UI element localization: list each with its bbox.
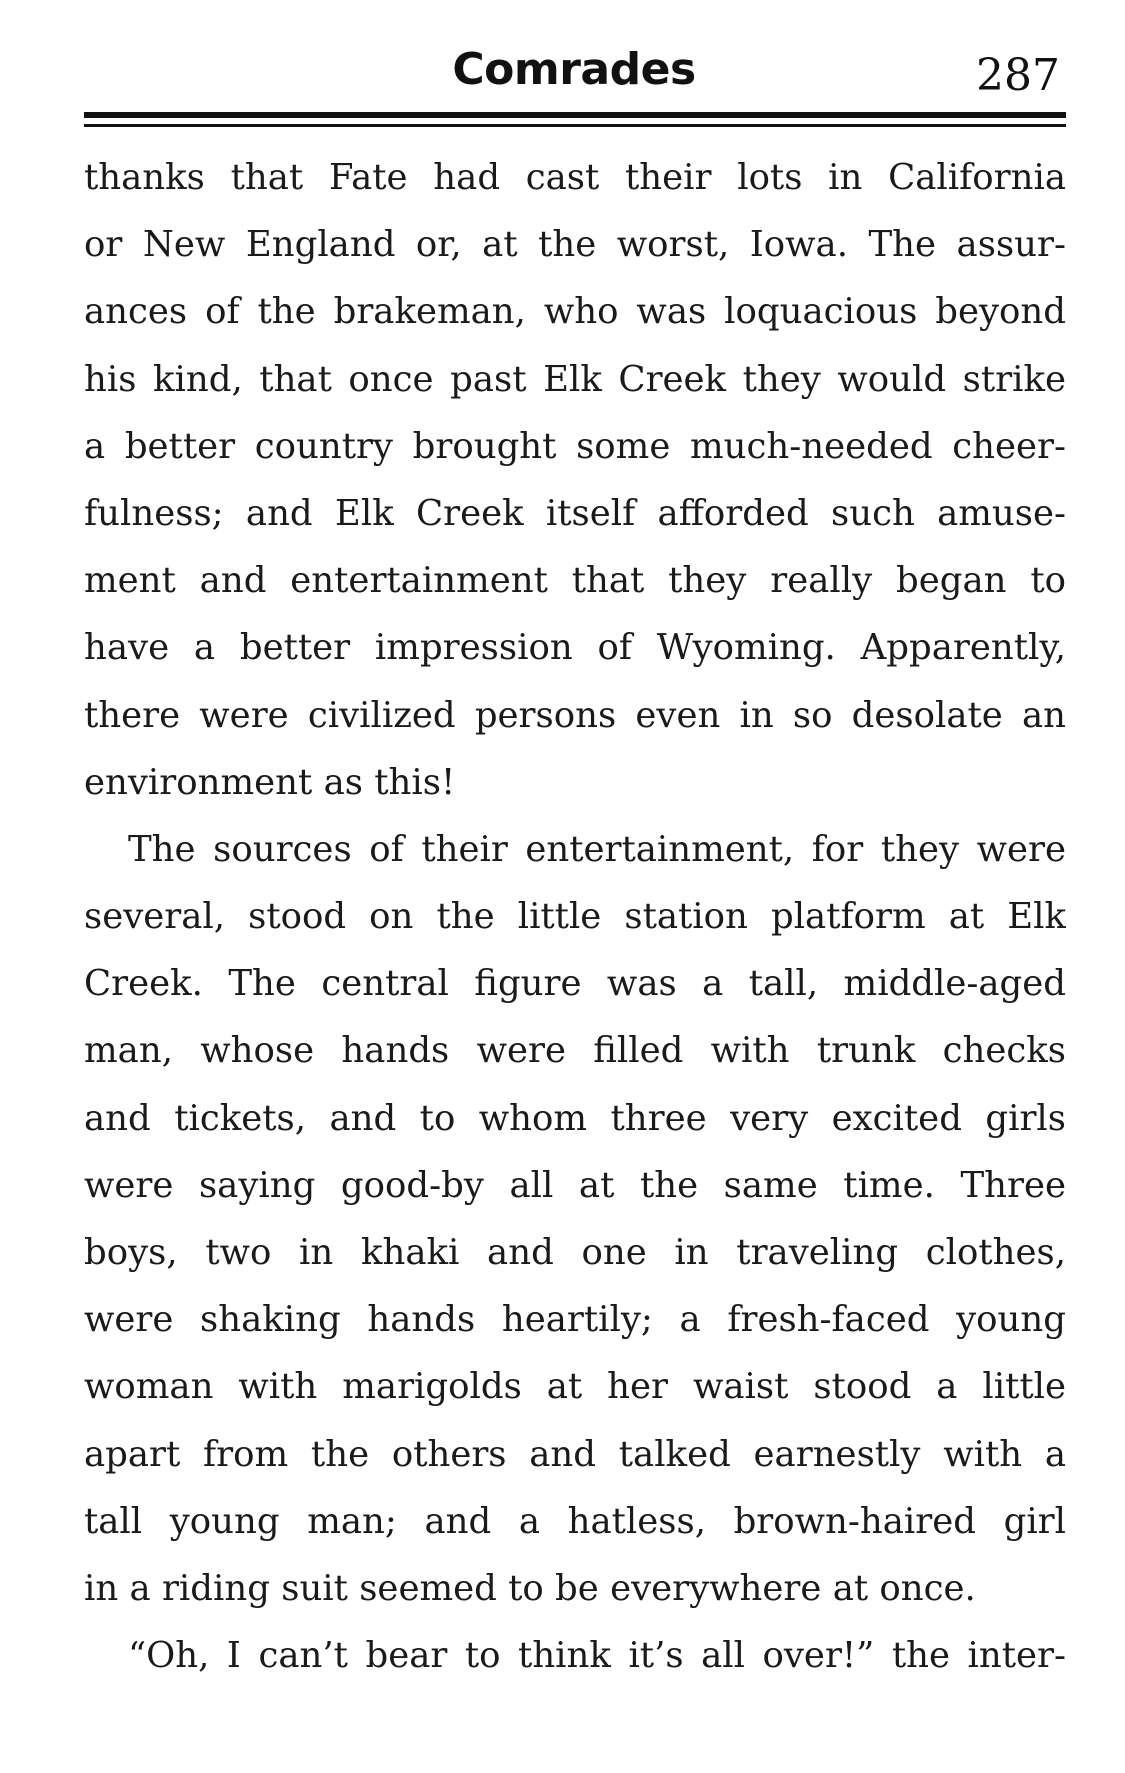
running-head xyxy=(84,36,1064,106)
text-line: Creek. The central figure was a tall, middle-aged xyxy=(84,963,1066,1005)
text-line: his kind, that once past Elk Creek they would strike xyxy=(84,358,1066,400)
text-line: have a better impression of Wyoming. Apparently, xyxy=(84,627,1066,669)
text-line: ment and entertainment that they really began to xyxy=(84,560,1066,602)
text-line: ances of the brakeman, who was loquacious beyond xyxy=(84,291,1066,333)
header-rule-thick xyxy=(84,112,1066,118)
body-text xyxy=(84,144,1066,1689)
text-line: several, stood on the little station platform at Elk xyxy=(84,896,1066,938)
chapter-title: Comrades xyxy=(452,44,696,95)
text-line: tall young man; and a hatless, brown-haired girl xyxy=(84,1500,1066,1542)
text-line: were shaking hands heartily; a fresh-faced young xyxy=(84,1299,1066,1341)
text-line: fulness; and Elk Creek itself afforded such amuse- xyxy=(84,492,1066,534)
paragraph-start-line: The sources of their entertainment, for they were xyxy=(128,828,1066,870)
paragraph-end-line: environment as this! xyxy=(84,761,456,803)
paragraph-end-line: in a riding suit seemed to be everywhere at once. xyxy=(84,1567,976,1609)
text-line: or New England or, at the worst, Iowa. The assur- xyxy=(84,224,1066,266)
text-line: woman with marigolds at her waist stood a little xyxy=(84,1366,1066,1408)
text-line: man, whose hands were filled with trunk checks xyxy=(84,1030,1066,1072)
text-line: and tickets, and to whom three very excited girls xyxy=(84,1097,1066,1139)
text-line: boys, two in khaki and one in traveling clothes, xyxy=(84,1232,1066,1273)
text-line: were saying good-by all at the same time. Three xyxy=(84,1164,1066,1206)
paragraph-start-line: “Oh, I can’t bear to think it’s all over!” the inter- xyxy=(128,1635,1066,1677)
header-rule-thin xyxy=(84,124,1066,127)
page-number: 287 xyxy=(976,50,1060,101)
text-line: apart from the others and talked earnestly with a xyxy=(84,1433,1066,1475)
text-line: there were civilized persons even in so desolate an xyxy=(84,694,1066,736)
text-line: a better country brought some much-needed cheer- xyxy=(84,425,1066,467)
text-line: thanks that Fate had cast their lots in California xyxy=(84,157,1066,198)
